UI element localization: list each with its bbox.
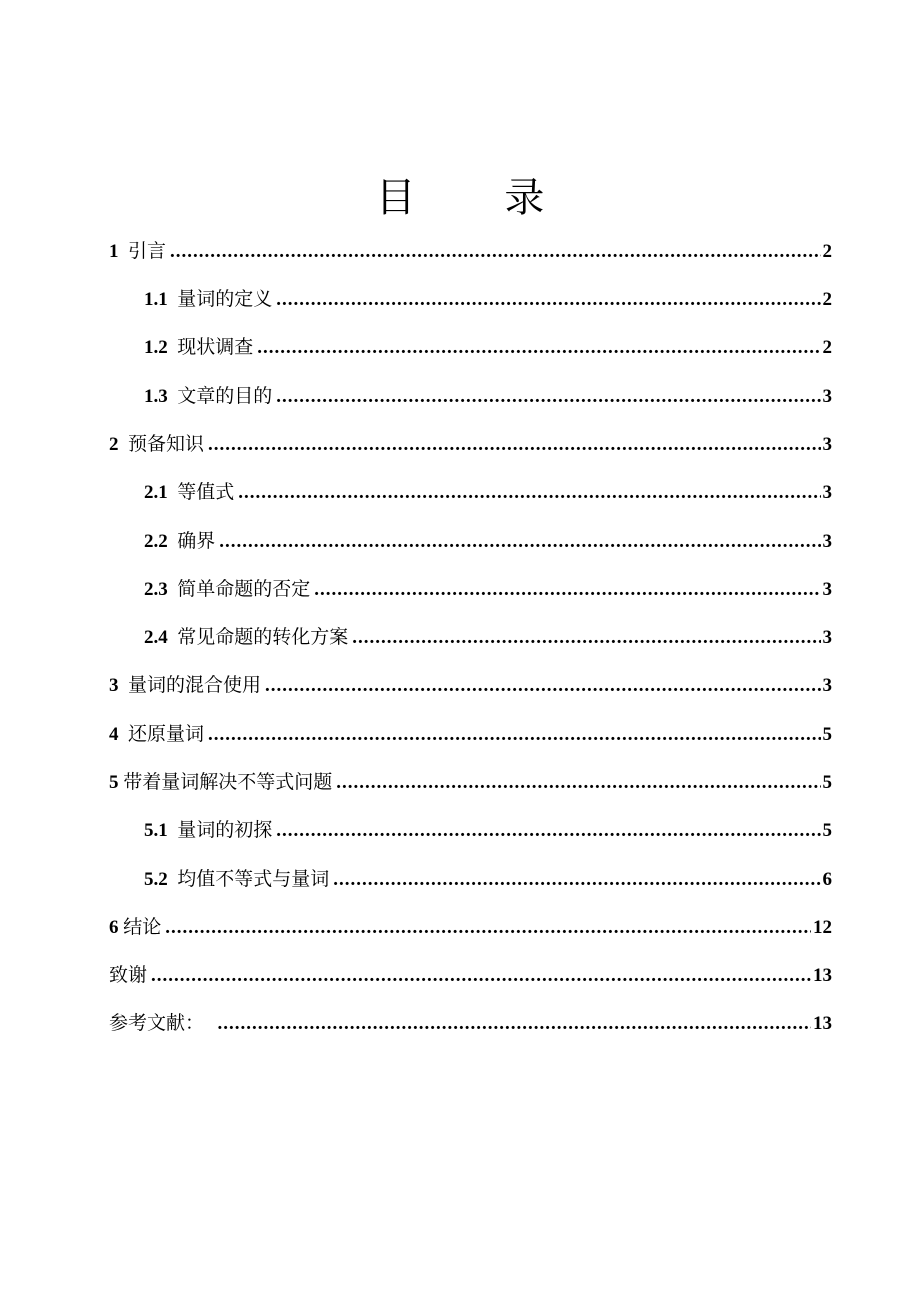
toc-leader-dots [257, 336, 820, 360]
toc-entry-1-2[interactable] [0, 330, 920, 360]
toc-title: 目 录 [375, 175, 583, 221]
toc-entry-label: 参考文献： [109, 1012, 205, 1034]
toc-entry-2[interactable] [0, 427, 920, 457]
toc-leader-dots [238, 481, 820, 505]
toc-entry-label: 致谢 [109, 964, 148, 986]
toc-entry-page: 12 [813, 917, 832, 938]
toc-entry-number: 2 [109, 434, 119, 455]
toc-entry-number: 2.3 [144, 579, 168, 600]
toc-entry-2-1[interactable] [0, 475, 920, 505]
toc-entry-label: 现状调查 [177, 336, 254, 358]
toc-entry-number: 1 [109, 241, 119, 262]
toc-entry-page: 3 [822, 579, 832, 600]
toc-entry-2-3[interactable] [0, 572, 920, 602]
toc-entry-number: 2.2 [144, 531, 168, 552]
toc-entry-page: 3 [822, 386, 832, 407]
toc-entry-page: 2 [822, 337, 832, 358]
toc-entry-5[interactable] [0, 765, 920, 795]
toc-entry-page: 3 [822, 482, 832, 503]
toc-entry-number: 1.1 [144, 289, 168, 310]
toc-entry-1[interactable] [0, 234, 920, 264]
toc-entry-label: 量词的定义 [177, 288, 273, 310]
toc-leader-dots [314, 578, 820, 602]
toc-leader-dots [352, 626, 820, 650]
toc-entry-number: 4 [109, 724, 119, 745]
toc-leader-dots [333, 868, 820, 892]
toc-entry-2-2[interactable] [0, 524, 920, 554]
toc-entry-page: 6 [822, 869, 832, 890]
toc-leader-dots [276, 819, 820, 843]
toc-leader-dots [208, 433, 820, 457]
toc-entry-number: 6 [109, 917, 119, 938]
toc-entry-number: 5.1 [144, 820, 168, 841]
toc-entry-page: 2 [822, 241, 832, 262]
toc-entry-page: 5 [822, 724, 832, 745]
toc-entry-label: 文章的目的 [177, 385, 273, 407]
toc-entry-page: 5 [822, 820, 832, 841]
toc-entry-number: 5.2 [144, 869, 168, 890]
toc-leader-dots [151, 964, 811, 988]
toc-entry-number: 2.1 [144, 482, 168, 503]
toc-entry-1-1[interactable] [0, 282, 920, 312]
toc-entry-4[interactable] [0, 717, 920, 747]
toc-entry-label: 带着量词解决不等式问题 [123, 771, 333, 793]
toc-entry-label: 引言 [128, 240, 167, 262]
toc-entry-1-3[interactable] [0, 379, 920, 409]
toc-leader-dots [165, 916, 811, 940]
toc-entry-number: 1.2 [144, 337, 168, 358]
toc-leader-dots [208, 723, 820, 747]
toc-entry-label: 预备知识 [128, 433, 205, 455]
toc-leader-dots [336, 771, 820, 795]
toc-entry-label: 确界 [177, 530, 216, 552]
toc-leader-dots [276, 288, 820, 312]
toc-entry-3[interactable] [0, 668, 920, 698]
toc-entry-page: 5 [822, 772, 832, 793]
toc-entry-page: 13 [813, 1013, 832, 1034]
toc-entry-acknowledgements[interactable] [0, 958, 920, 988]
toc-entry-references[interactable] [0, 1006, 920, 1036]
toc-entry-page: 3 [822, 675, 832, 696]
toc-entry-6[interactable] [0, 910, 920, 940]
toc-leader-dots [170, 240, 820, 264]
toc-entry-label: 常见命题的转化方案 [177, 626, 349, 648]
toc-entry-label: 结论 [123, 916, 162, 938]
toc-leader-dots [265, 674, 820, 698]
toc-entry-label: 简单命题的否定 [177, 578, 311, 600]
toc-entry-label: 均值不等式与量词 [177, 868, 330, 890]
toc-entry-label: 等值式 [177, 481, 235, 503]
toc-entry-number: 1.3 [144, 386, 168, 407]
toc-entry-page: 3 [822, 627, 832, 648]
toc-entry-number: 3 [109, 675, 119, 696]
toc-entry-5-2[interactable] [0, 862, 920, 892]
toc-entry-label: 还原量词 [128, 723, 205, 745]
toc-entry-number: 5 [109, 772, 119, 793]
toc-entry-number: 2.4 [144, 627, 168, 648]
toc-entry-2-4[interactable] [0, 620, 920, 650]
toc-leader-dots [218, 1012, 811, 1036]
toc-entry-page: 3 [822, 531, 832, 552]
toc-leader-dots [276, 385, 820, 409]
toc-entry-page: 3 [822, 434, 832, 455]
toc-entry-page: 2 [822, 289, 832, 310]
toc-entry-5-1[interactable] [0, 813, 920, 843]
toc-leader-dots [219, 530, 820, 554]
toc-entry-page: 13 [813, 965, 832, 986]
toc-entry-label: 量词的初探 [177, 819, 273, 841]
toc-entry-label: 量词的混合使用 [128, 674, 262, 696]
